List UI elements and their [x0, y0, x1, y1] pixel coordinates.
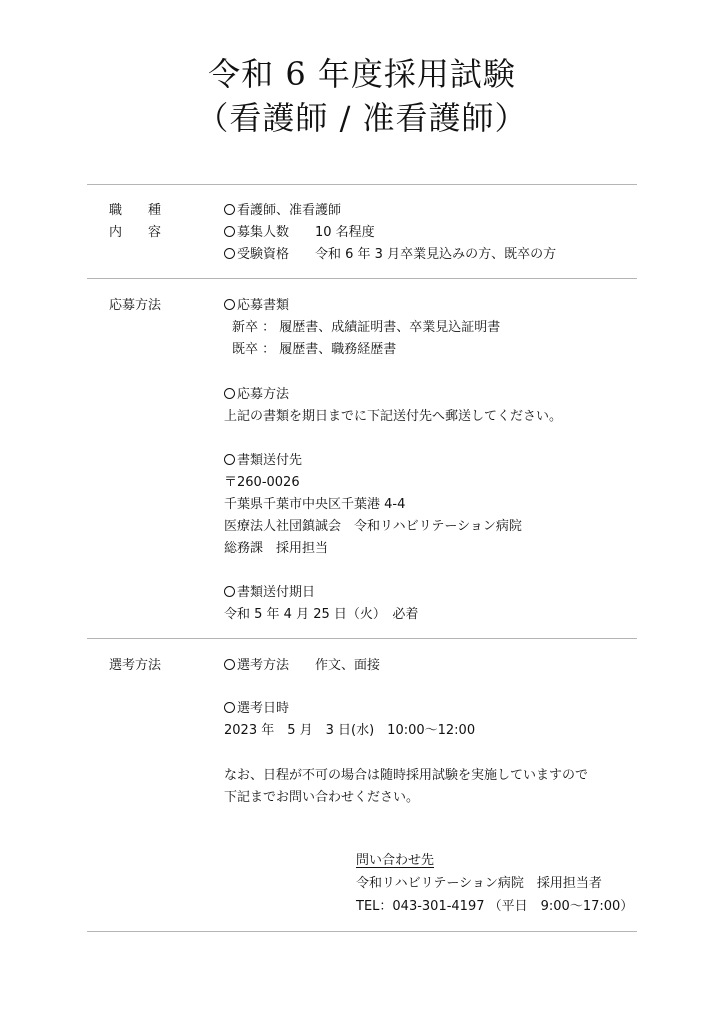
circle-bullet-icon [224, 299, 235, 310]
contact-name: 令和リハビリテーション病院 採用担当者 [356, 876, 602, 891]
circle-bullet-icon [224, 388, 235, 399]
label-contents: 内 容 [109, 225, 162, 240]
qualification-item: 受験資格 令和 6 年 3 月卒業見込みの方、既卒の方 [224, 244, 556, 266]
method-text: 上記の書類を期日までに下記送付先へ郵送してください。 [224, 409, 563, 424]
circle-bullet-icon [224, 454, 235, 465]
contact-phone: TEL：043-301-4197 （平日 9:00～17:00） [356, 899, 634, 914]
divider [87, 638, 637, 639]
circle-bullet-icon [224, 702, 235, 713]
label-application-method: 応募方法 [109, 298, 162, 313]
deadline-heading: 書類送付期日 [224, 582, 315, 604]
documents-new-graduate: 新卒 ： 履歴書、成績証明書、卒業見込証明書 [232, 320, 501, 335]
circle-bullet-icon [224, 586, 235, 597]
postal-code: 〒260-0026 [224, 475, 300, 490]
address-heading: 書類送付先 [224, 450, 302, 472]
documents-experienced: 既卒 ： 履歴書、職務経歴書 [232, 342, 397, 357]
divider [87, 184, 637, 185]
divider [87, 931, 637, 932]
method-heading: 応募方法 [224, 384, 289, 406]
contact-heading: 問い合わせ先 [356, 853, 435, 868]
document-title [0, 52, 724, 140]
circle-bullet-icon [224, 226, 235, 237]
note-line-2: 下記までお問い合わせください。 [224, 790, 420, 805]
department: 総務課 採用担当 [224, 541, 329, 556]
title-line-1: 令和 6 年度採用試験 [208, 55, 516, 93]
organization: 医療法人社団鎮誠会 令和リハビリテーション病院 [224, 519, 522, 534]
deadline: 令和 5 年 4 月 25 日（火） 必着 [224, 607, 419, 622]
address: 千葉県千葉市中央区千葉港 4-4 [224, 497, 406, 512]
label-occupation: 職 種 [109, 203, 162, 218]
selection-date: 2023 年 5 月 3 日(水) 10:00～12:00 [224, 723, 476, 738]
title-line-2: （看護師 / 准看護師） [196, 99, 528, 137]
circle-bullet-icon [224, 204, 235, 215]
divider [87, 278, 637, 279]
circle-bullet-icon [224, 659, 235, 670]
documents-heading: 応募書類 [224, 295, 289, 317]
occupation-item: 看護師、准看護師 [224, 200, 341, 222]
note-line-1: なお、日程が不可の場合は随時採用試験を実施していますので [224, 768, 589, 783]
selection-date-heading: 選考日時 [224, 698, 289, 720]
circle-bullet-icon [224, 248, 235, 259]
recruit-count-item: 募集人数 10 名程度 [224, 222, 375, 244]
label-selection-method: 選考方法 [109, 658, 162, 673]
selection-method-item: 選考方法 作文、面接 [224, 655, 380, 677]
